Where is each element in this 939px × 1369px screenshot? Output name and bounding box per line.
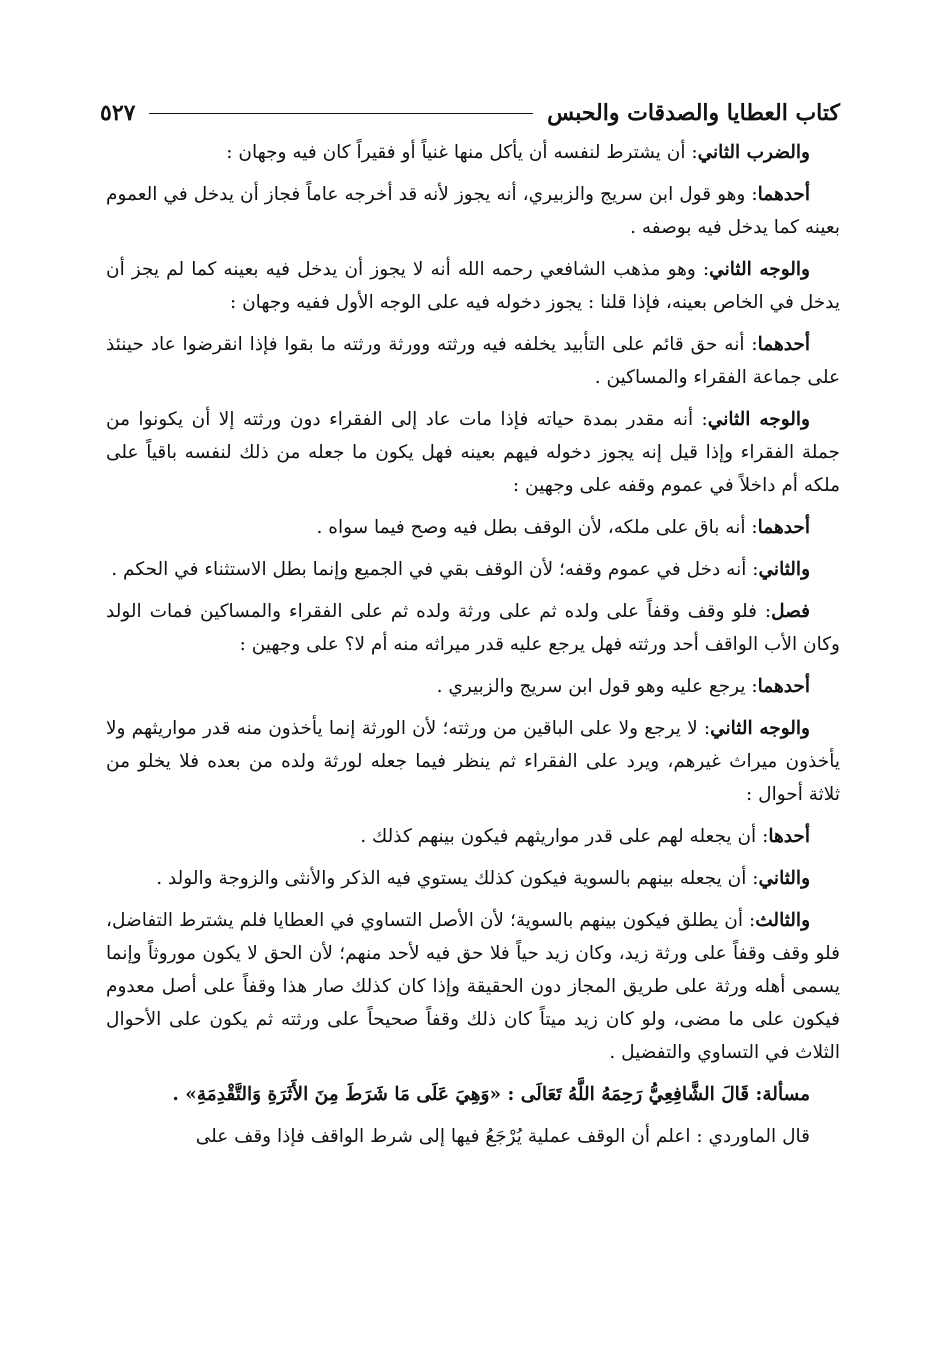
paragraph-text: : أن يشترط لنفسه أن يأكل منها غنياً أو فقيراً كان فيه وجهان : [226,142,698,163]
header-rule [149,113,533,114]
paragraph [106,820,840,853]
paragraph-lead: والثاني [758,559,810,580]
paragraph-lead: والثالث [755,910,810,931]
running-title: كتاب العطايا والصدقات والحبس [547,100,840,126]
paragraph [106,328,840,394]
paragraph [106,712,840,811]
paragraph-lead: والوجه الثاني [707,409,810,430]
paragraph-lead: أحدهما [757,517,810,538]
paragraph-lead: والثاني [758,868,810,889]
paragraph [106,862,840,895]
paragraph-lead: والضرب الثاني [697,142,810,163]
paragraph-lead: أحدهما [757,676,810,697]
paragraph-text: : يرجع عليه وهو قول ابن سريج والزبيري . [436,676,758,697]
paragraph-text: : أنه باق على ملكه، لأن الوقف بطل فيه وصح فيما سواه . [316,517,758,538]
paragraph [106,403,840,502]
section-paragraph [106,595,840,661]
paragraph-text: : أنه دخل في عموم وقفه؛ لأن الوقف بقي في الجميع وإنما بطل الاستثناء في الحكم . [111,559,759,580]
paragraph-text: : أن يجعله بينهم بالسوية فيكون كذلك يستوي فيه الذكر والأنثى والزوجة والولد . [156,868,759,889]
paragraph [106,904,840,1069]
paragraph [106,178,840,244]
paragraph [106,253,840,319]
question-lead: مسألة [762,1084,810,1105]
section-lead: فصل [771,601,810,622]
paragraph [106,553,840,586]
paragraph-lead: والوجه الثاني [709,259,810,280]
paragraph-lead: أحدهما [757,334,810,355]
paragraph-lead: والوجه الثاني [710,718,810,739]
page-number: ٥٢٧ [100,100,136,126]
paragraph-text: : أن يجعله لهم على قدر مواريثهم فيكون بينهم كذلك . [360,826,769,847]
paragraph-text: : أنه حق قائم على التأبيد يخلفه فيه ورثته وورثة ورثته ما بقوا فإذا انقرضوا عاد حينئذ على جماعة الفقراء والمساكين . [106,334,840,388]
question-paragraph [106,1078,840,1111]
page-header [100,96,840,130]
quoted-text: : قَالَ الشَّافِعِيُّ رَحِمَهُ اللَّهُ تَعَالَى : «وَهِيَ عَلَى مَا شَرَطَ مِنَ الأَثَرَةِ وَالتَّقْدِمَةِ» . [172,1084,763,1105]
paragraph-lead: أحدها [768,826,810,847]
paragraph-text: : لا يرجع ولا على الباقين من ورثته؛ لأن الورثة إنما يأخذون منه قدر مواريثهم ولا يأخذون ميراث غيرهم، ويرد على الفقراء ثم ينظر فيما جعله لورثة ولده من بعده فلا يخلو من ثلاثة أحوال : [106,718,840,805]
paragraph-text: قال الماوردي : اعلم أن الوقف عملية يُرْجَعُ فيها إلى شرط الواقف فإذا وقف على [195,1126,810,1147]
paragraph [106,1120,840,1153]
paragraph-text: : وهو قول ابن سريج والزبيري، أنه يجوز لأنه قد أخرجه عاماً فجاز أن يدخل في العموم بعينه كما يدخل فيه بوصفه . [106,184,840,238]
paragraph-text: : وهو مذهب الشافعي رحمه الله أنه لا يجوز أن يدخل فيه بعينه كما لم يجز أن يدخل في الخاص بعينه، فإذا قلنا : يجوز دخوله فيه على الوجه الأول ففيه وجهان : [106,259,840,313]
paragraph-text: : فلو وقف وقفاً على ولده ثم على ورثة ولده ثم على الفقراء والمساكين فمات الولد وكان الأب الواقف أحد ورثته فهل يرجع عليه قدر ميراثه منه أم لا؟ على وجهين : [106,601,840,655]
paragraph [106,136,840,169]
paragraph [106,670,840,703]
body-text [106,136,840,1162]
paragraph-text: : أن يطلق فيكون بينهم بالسوية؛ لأن الأصل التساوي في العطايا فلم يشترط التفاضل، فلو وقف وقفاً على ورثة زيد، وكان زيد حياً فلا حق فيه لأحد منهم؛ لأن الحق لا يكون موروثاً وإنما يسمى أهله ورثة على طريق المجاز دون الحقيقة وإذا كان كذلك صار هذا وقفاً على أصل معدوم فيكون على ما مضى، ولو كان زيد ميتاً كان ذلك وقفاً صحيحاً على ورثته ثم يكون على الأحوال الثلاث في التساوي والتفضيل . [106,910,840,1063]
paragraph-lead: أحدهما [757,184,810,205]
paragraph-text: : أنه مقدر بمدة حياته فإذا مات عاد إلى الفقراء دون ورثته إلا أن يكونوا من جملة الفقراء وإذا قيل إنه يجوز دخوله فيهم بعينه فهل يكون ما جعله من ذلك لنفسه باقياً على ملكه أم داخلاً في عموم وقفه على وجهين : [106,409,840,496]
paragraph [106,511,840,544]
